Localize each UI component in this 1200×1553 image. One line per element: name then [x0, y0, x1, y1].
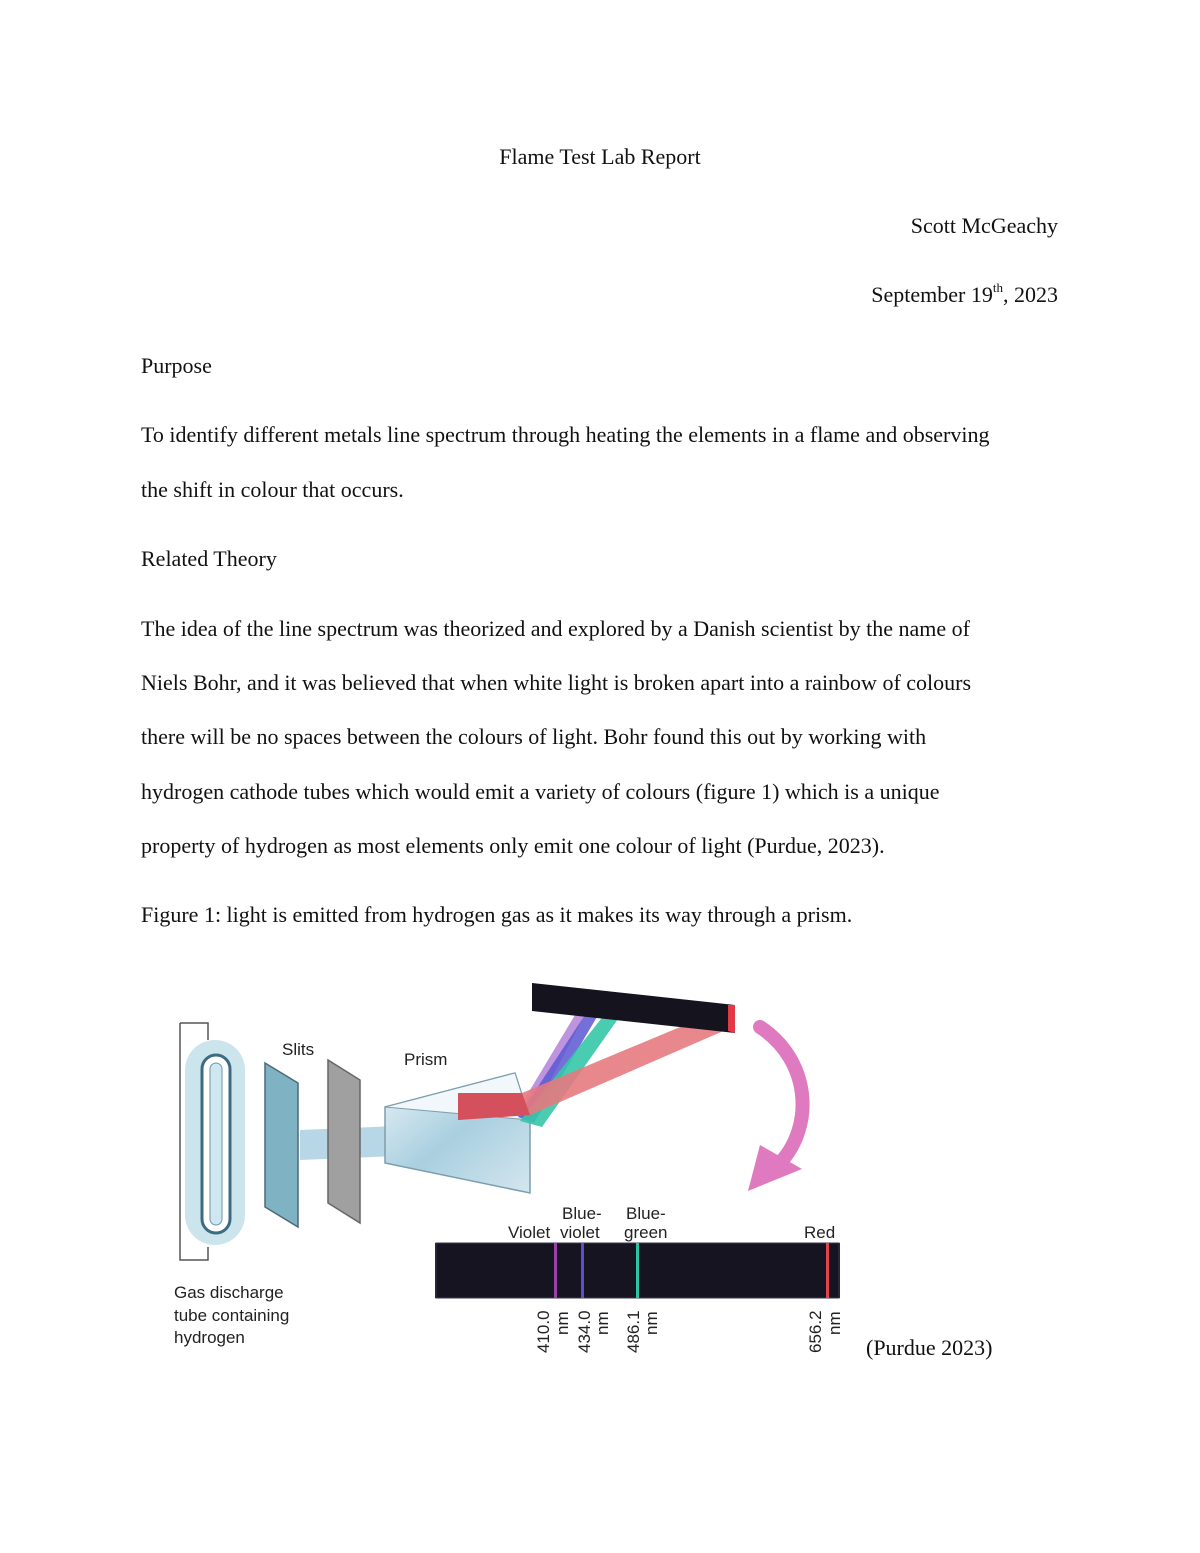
- theory-line: The idea of the line spectrum was theorized and explored by a Danish scientist by the name of: [141, 616, 971, 641]
- purpose-heading: Purpose: [141, 353, 212, 378]
- theory-line: hydrogen cathode tubes which would emit a variety of colours (figure 1) which is a unique: [141, 779, 940, 804]
- wavelength-434: 434.0: [575, 1310, 594, 1353]
- theory-line: Niels Bohr, and it was believed that when white light is broken apart into a rainbow of colours: [141, 670, 972, 695]
- spectral-line-red: [826, 1243, 829, 1298]
- date-year: , 2023: [1003, 282, 1058, 307]
- prism-spectrum-figure: [150, 965, 870, 1365]
- top-screen: [532, 983, 735, 1033]
- purpose-line: the shift in colour that occurs.: [141, 477, 404, 502]
- purpose-line: To identify different metals line spectrum through heating the elements in a flame and observing: [141, 422, 990, 447]
- spectral-line-violet: [554, 1243, 557, 1298]
- figure-caption: Figure 1: light is emitted from hydrogen gas as it makes its way through a prism.: [141, 902, 853, 927]
- label-tube-line: tube containing: [174, 1306, 290, 1325]
- line-name-red: Red: [804, 1223, 836, 1242]
- spectral-line-blue-violet: [581, 1243, 584, 1298]
- wavelength-unit: nm: [825, 1311, 844, 1335]
- wavelength-486: 486.1: [624, 1310, 643, 1353]
- line-name-blue-green-2: green: [624, 1223, 668, 1242]
- line-name-blue-violet-2: violet: [560, 1223, 600, 1242]
- label-slits: Slits: [282, 1040, 315, 1059]
- line-name-blue-violet-1: Blue-: [562, 1204, 602, 1223]
- wavelength-410: 410.0: [534, 1310, 553, 1353]
- theory-line: there will be no spaces between the colours of light. Bohr found this out by working with: [141, 724, 927, 749]
- spectral-line-blue-green: [636, 1243, 639, 1298]
- prism: [385, 1073, 530, 1193]
- label-tube-line: Gas discharge: [174, 1283, 284, 1302]
- gas-discharge-tube: [180, 1023, 245, 1260]
- author-name: Scott McGeachy: [910, 213, 1058, 238]
- label-prism: Prism: [404, 1050, 448, 1069]
- figure-citation: (Purdue 2023): [866, 1335, 993, 1360]
- theory-line: property of hydrogen as most elements only emit one colour of light (Purdue, 2023).: [141, 833, 885, 858]
- date-month-day: September 19: [871, 282, 993, 307]
- label-tube-line: hydrogen: [174, 1328, 245, 1347]
- wavelength-656: 656.2: [806, 1310, 825, 1353]
- report-title: Flame Test Lab Report: [499, 144, 701, 169]
- wavelength-unit: nm: [593, 1311, 612, 1335]
- theory-heading: Related Theory: [141, 546, 277, 571]
- report-date: [871, 279, 1058, 308]
- wavelength-unit: nm: [642, 1311, 661, 1335]
- wavelength-unit: nm: [553, 1311, 572, 1335]
- date-suffix: th: [992, 279, 1003, 295]
- line-name-blue-green-1: Blue-: [626, 1204, 666, 1223]
- curved-arrow-icon: [748, 1027, 803, 1191]
- line-name-violet: Violet: [508, 1223, 551, 1242]
